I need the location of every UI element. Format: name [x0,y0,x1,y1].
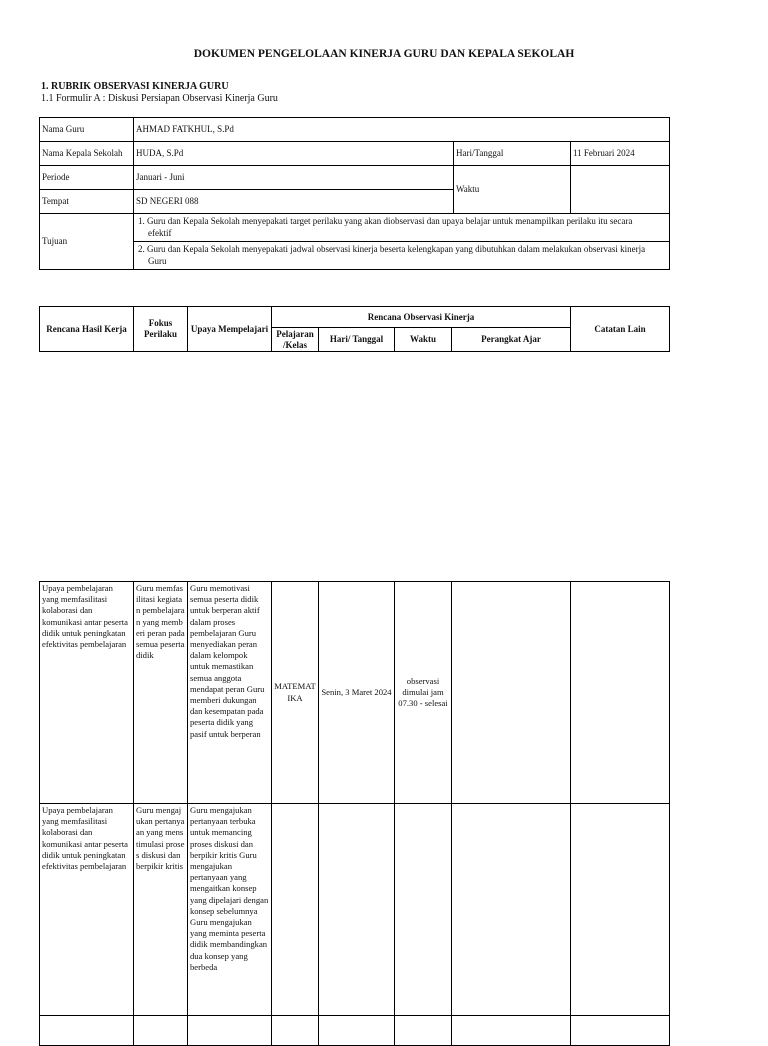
plan-body-table [39,581,670,1046]
row1-catatan [571,582,670,804]
periode-label: Periode [40,166,134,190]
tujuan-item-1: 1. Guru dan Kepala Sekolah menyepakati target perilaku yang akan diobservasi dan upaya belajar untuk menampilkan perilaku itu secara efektif [134,214,670,242]
col-waktu: Waktu [395,328,452,352]
waktu-label: Waktu [454,166,571,214]
row2-pelajaran [272,804,319,1016]
section-heading: 1. RUBRIK OBSERVASI KINERJA GURU [41,81,229,92]
hari-label: Hari/Tanggal [454,142,571,166]
col-catatan: Catatan Lain [571,307,670,352]
row2-upaya: Guru mengajukan pertanyaan terbuka untuk memancing proses diskusi dan berpikir kritis Guru mengajukan pertanyaan yang mengaitkan konsep yang dipelajari dengan konsep sebelumnya Guru mengajukan yang meminta peserta didik membandingkan dua konsep yang berbeda [188,804,272,1016]
row2-rencana: Upaya pembelajaran yang memfasilitasi kolaborasi dan komunikasi antar peserta didik untuk peningkatan efektivitas pembelajaran [40,804,134,1016]
nama-guru-value: AHMAD FATKHUL, S.Pd [134,118,670,142]
waktu-value [571,166,670,214]
row1-perangkat [452,582,571,804]
tujuan-label: Tujuan [40,214,134,270]
row1-waktu: observasi dimulai jam 07.30 - selesai [395,582,452,804]
col-rencana-observasi: Rencana Observasi Kinerja [272,307,571,328]
document-title: DOKUMEN PENGELOLAAN KINERJA GURU DAN KEPALA SEKOLAH [193,48,575,60]
tempat-label: Tempat [40,190,134,214]
nama-guru-label: Nama Guru [40,118,134,142]
row1-rencana: Upaya pembelajaran yang memfasilitasi kolaborasi dan komunikasi antar peserta didik untuk peningkatan efektivitas pembelajaran [40,582,134,804]
row2-hari [319,804,395,1016]
row1-upaya: Guru memotivasi semua peserta didik untuk berperan aktif dalam proses pembelajaran Guru menyediakan peran dalam kelompok untuk memastikan semua anggota mendapat peran Guru memberi dukungan dan kesempatan pada peserta didik yang pasif untuk berperan [188,582,272,804]
row2-perangkat [452,804,571,1016]
subsection-heading: 1.1 Formulir A : Diskusi Persiapan Observasi Kinerja Guru [41,93,278,104]
row2-catatan [571,804,670,1016]
col-hari: Hari/ Tanggal [319,328,395,352]
table-row [40,804,670,1016]
row1-hari: Senin, 3 Maret 2024 [319,582,395,804]
hari-value: 11 Februari 2024 [571,142,670,166]
col-perangkat: Perangkat Ajar [452,328,571,352]
kepala-value: HUDA, S.Pd [134,142,454,166]
row2-fokus: Guru mengajukan pertanyaan yang menstimulasi proses diskusi dan berpikir kritis [134,804,188,1016]
info-table [39,117,670,270]
col-pelajaran [272,328,319,352]
col-fokus: Fokus Perilaku [134,307,188,352]
tempat-value: SD NEGERI 088 [134,190,454,214]
col-rencana-hasil: Rencana Hasil Kerja [40,307,134,352]
plan-header-table [39,306,670,352]
col-upaya: Upaya Mempelajari [188,307,272,352]
tujuan-item-2: 2. Guru dan Kepala Sekolah menyepakati jadwal observasi kinerja beserta kelengkapan yang dibutuhkan dalam melakukan observasi kinerja Guru [134,242,670,270]
kepala-label: Nama Kepala Sekolah [40,142,134,166]
periode-value: Januari - Juni [134,166,454,190]
table-row [40,582,670,804]
row1-fokus: Guru memfasilitasi kegiatan pembelajaran yang memberi peran pada semua peserta didik [134,582,188,804]
col-pelajaran-text: Pelajaran /Kelas [276,329,314,350]
table-row [40,1016,670,1046]
row1-pelajaran: MATEMATIKA [272,582,319,804]
row2-waktu [395,804,452,1016]
